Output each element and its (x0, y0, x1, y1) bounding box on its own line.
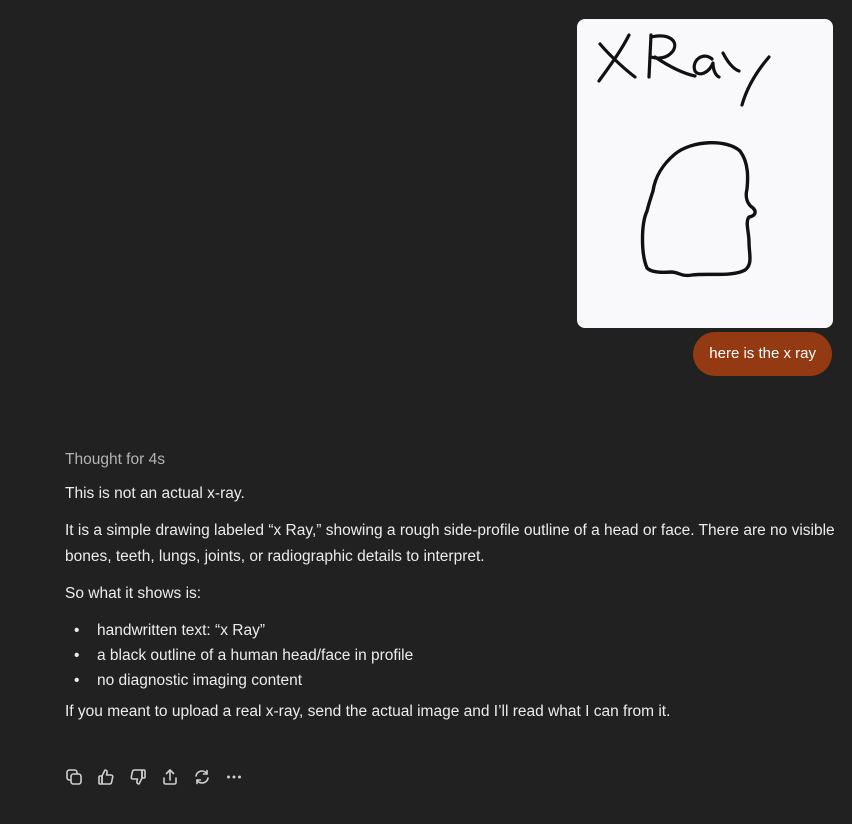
thumbs-up-icon (96, 767, 116, 787)
bullet-list (65, 618, 835, 693)
assistant-paragraph: So what it shows is: (65, 585, 202, 602)
assistant-message (65, 450, 835, 736)
list-item-text: handwritten text: “x Ray” (97, 622, 265, 639)
assistant-paragraph: It is a simple drawing labeled “x Ray,” showing a rough side-profile outline of a head or face. There are no visible bones, teeth, lungs, joints, or radiographic details to interpret. (65, 522, 835, 565)
assistant-closing: If you meant to upload a real x-ray, send the actual image and I’ll read what I can from it. (65, 703, 671, 720)
copy-icon (64, 767, 84, 787)
more-icon (224, 767, 244, 787)
assistant-paragraph: This is not an actual x-ray. (65, 485, 245, 502)
thumbs-down-icon (128, 767, 148, 787)
list-item: • handwritten text: “x Ray” (74, 622, 265, 639)
regenerate-icon (192, 767, 212, 787)
user-message-bubble (693, 332, 832, 376)
regenerate-button[interactable] (192, 765, 224, 789)
thumbs-down-button[interactable] (128, 765, 160, 789)
list-item-text: no diagnostic imaging content (97, 672, 303, 689)
xray-drawing (577, 19, 833, 328)
thumbs-up-button[interactable] (96, 765, 128, 789)
thought-toggle[interactable]: Thought for 4s (65, 451, 165, 468)
user-uploaded-image[interactable] (577, 19, 833, 328)
share-icon (160, 767, 180, 787)
message-actions (64, 765, 256, 789)
head-outline (643, 143, 756, 276)
list-item: • a black outline of a human head/face in profile (74, 647, 414, 664)
more-options-button[interactable] (224, 765, 256, 789)
copy-button[interactable] (64, 765, 96, 789)
user-message-text: here is the x ray (709, 345, 816, 362)
share-button[interactable] (160, 765, 192, 789)
list-item: • no diagnostic imaging content (74, 672, 303, 689)
list-item-text: a black outline of a human head/face in profile (97, 647, 414, 664)
